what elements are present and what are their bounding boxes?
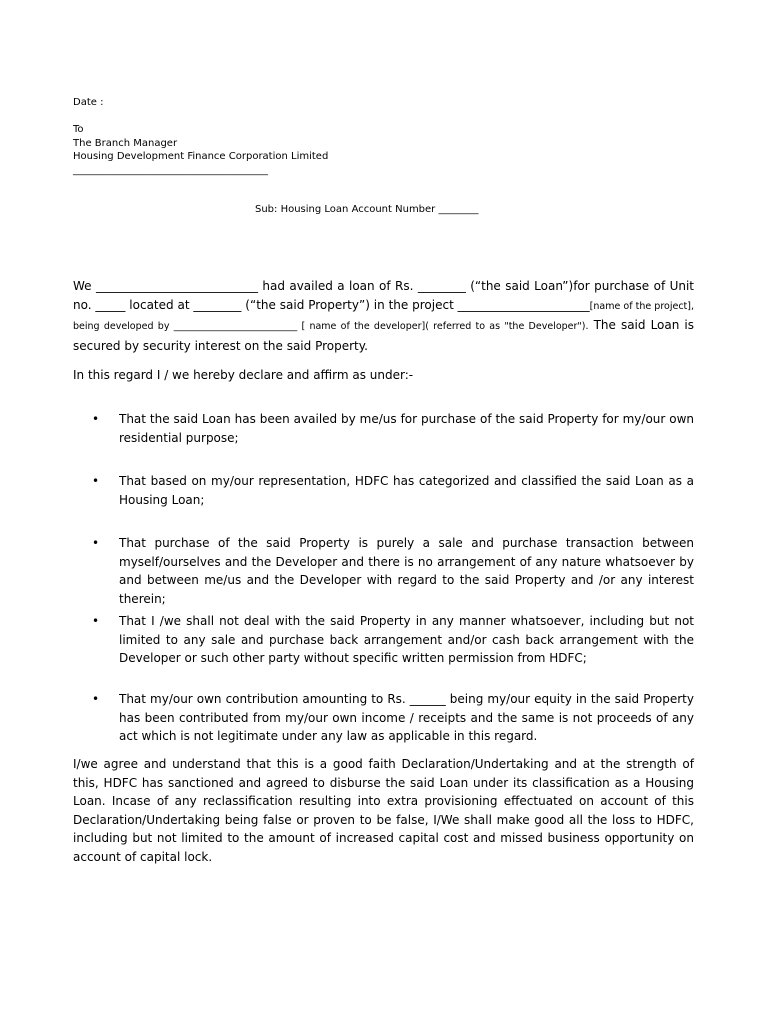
intro-part-2: [name of the project], being developed by __________________________ [ name of the developer]( referred to as "the Developer").	[73, 300, 695, 332]
recipient-address	[73, 123, 373, 177]
bullet-item	[92, 690, 694, 746]
closing-paragraph: I/we agree and understand that this is a good faith Declaration/Undertaking and at the strength of this, HDFC has sanctioned and agreed to disburse the said Loan under its classification as a Housing Loan. Incase of any reclassification resulting into extra provisioning effectuated on account of this Declaration/Undertaking being false or proven to be false, I/We shall make good all the loss to HDFC, including but not limited to the amount of increased capital cost and missed business opportunity on account of capital lock.	[73, 757, 694, 864]
bullet-dot: •	[92, 614, 100, 628]
bullet-dot: •	[92, 474, 100, 488]
bullet-dot: •	[92, 692, 100, 706]
bullet-item	[92, 534, 694, 608]
bullet-text: That the said Loan has been availed by me/us for purchase of the said Property for my/our own residential purpose;	[119, 412, 694, 445]
bullet-item	[92, 472, 694, 509]
bullet-text: That my/our own contribution amounting to Rs. ______ being my/our equity in the said Property has been contributed from my/our own income / receipts and the same is not proceeds of any act which is not legitimate under any law as applicable in this regard.	[119, 692, 694, 743]
subject-line: Sub: Housing Loan Account Number ________	[255, 204, 479, 215]
intro-paragraph	[73, 277, 694, 355]
recipient-title: The Branch Manager	[73, 137, 178, 149]
to-label: To	[73, 124, 84, 135]
bullet-text: That based on my/our representation, HDFC has categorized and classified the said Loan as a Housing Loan;	[119, 474, 694, 507]
recipient-org: Housing Development Finance Corporation Limited	[73, 151, 329, 162]
bullet-item	[92, 612, 694, 668]
intro-part-3: The said Loan is secured by security interest on the said Property.	[73, 318, 694, 353]
bullet-text: That purchase of the said Property is purely a sale and purchase transaction between myself/ourselves and the Developer and there is no arrangement of any nature whatsoever by and between me/us and the Developer with regard to the said Property and /or any interest therein;	[119, 536, 694, 606]
address-blank-line: _______________________________________	[73, 164, 268, 176]
bullet-dot: •	[92, 536, 100, 550]
intro-part-1: We ___________________________ had availed a loan of Rs. ________ (“the said Loan”)for purchase of Unit no. _____ located at ________ (“the said Property”) in the project ______________________	[73, 279, 694, 312]
date-label: Date :	[73, 97, 104, 108]
bullet-text: That I /we shall not deal with the said Property in any manner whatsoever, including but not limited to any sale and purchase back arrangement and/or cash back arrangement with the Developer or such other party without specific written permission from HDFC;	[119, 614, 694, 665]
declaration-intro: In this regard I / we hereby declare and affirm as under:-	[73, 368, 414, 382]
bullet-dot: •	[92, 412, 100, 426]
bullet-item	[92, 410, 694, 447]
